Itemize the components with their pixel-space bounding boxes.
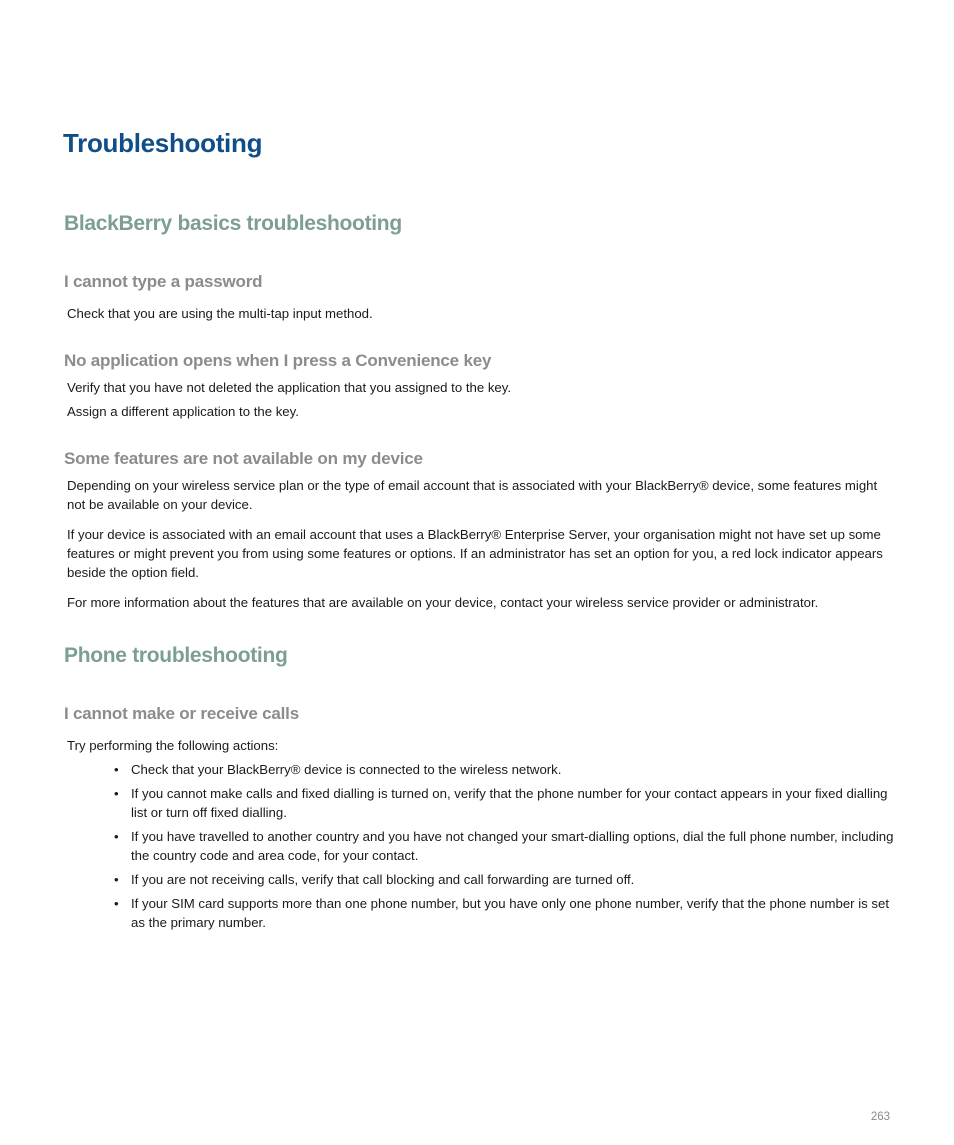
bullet-icon: • bbox=[114, 896, 119, 911]
list-item bbox=[67, 870, 897, 889]
paragraph-convenience-2: Assign a different application to the key. bbox=[67, 404, 299, 419]
page-number: 263 bbox=[870, 1111, 890, 1123]
section-heading-phone: Phone troubleshooting bbox=[64, 644, 288, 667]
topic-heading-convenience-key: No application opens when I press a Convenience key bbox=[64, 351, 492, 370]
paragraph-features-1: Depending on your wireless service plan or the type of email account that is associated with your BlackBerry® device, some features might not be available on your device. bbox=[67, 478, 878, 512]
bullet-icon: • bbox=[114, 762, 119, 777]
list-item bbox=[67, 760, 897, 779]
list-item-text: If you have travelled to another country and you have not changed your smart-dialling options, dial the full phone number, including the country code and area code, for your contact. bbox=[131, 829, 894, 863]
list-item-text: Check that your BlackBerry® device is connected to the wireless network. bbox=[131, 762, 562, 777]
list-item bbox=[67, 894, 897, 932]
section-heading-basics: BlackBerry basics troubleshooting bbox=[64, 212, 402, 235]
bullet-icon: • bbox=[114, 786, 119, 801]
paragraph-calls-intro: Try performing the following actions: bbox=[67, 738, 279, 753]
bullet-icon: • bbox=[114, 829, 119, 844]
paragraph-features-3: For more information about the features that are available on your device, contact your wireless service provider or administrator. bbox=[67, 595, 819, 610]
paragraph-password: Check that you are using the multi-tap input method. bbox=[67, 306, 373, 321]
page-title: Troubleshooting bbox=[63, 128, 263, 158]
list-item-text: If your SIM card supports more than one phone number, but you have only one phone number, verify that the phone number is set as the primary number. bbox=[131, 896, 890, 930]
paragraph-convenience-1: Verify that you have not deleted the application that you assigned to the key. bbox=[67, 380, 512, 395]
list-item bbox=[67, 827, 897, 865]
list-item-text: If you are not receiving calls, verify that call blocking and call forwarding are turned off. bbox=[131, 872, 635, 887]
calls-action-list bbox=[67, 760, 897, 937]
bullet-icon: • bbox=[114, 872, 119, 887]
topic-heading-password: I cannot type a password bbox=[64, 272, 263, 291]
list-item-text: If you cannot make calls and fixed dialling is turned on, verify that the phone number for your contact appears in your fixed dialling list or turn off fixed dialling. bbox=[131, 786, 888, 820]
topic-heading-features: Some features are not available on my device bbox=[64, 449, 423, 468]
list-item bbox=[67, 784, 897, 822]
topic-heading-calls: I cannot make or receive calls bbox=[64, 704, 299, 723]
paragraph-features-2: If your device is associated with an email account that uses a BlackBerry® Enterprise Server, your organisation might not have set up some features or might prevent you from using some features or options. If an administrator has set an option for you, a red lock indicator appears beside the option field. bbox=[67, 527, 883, 580]
